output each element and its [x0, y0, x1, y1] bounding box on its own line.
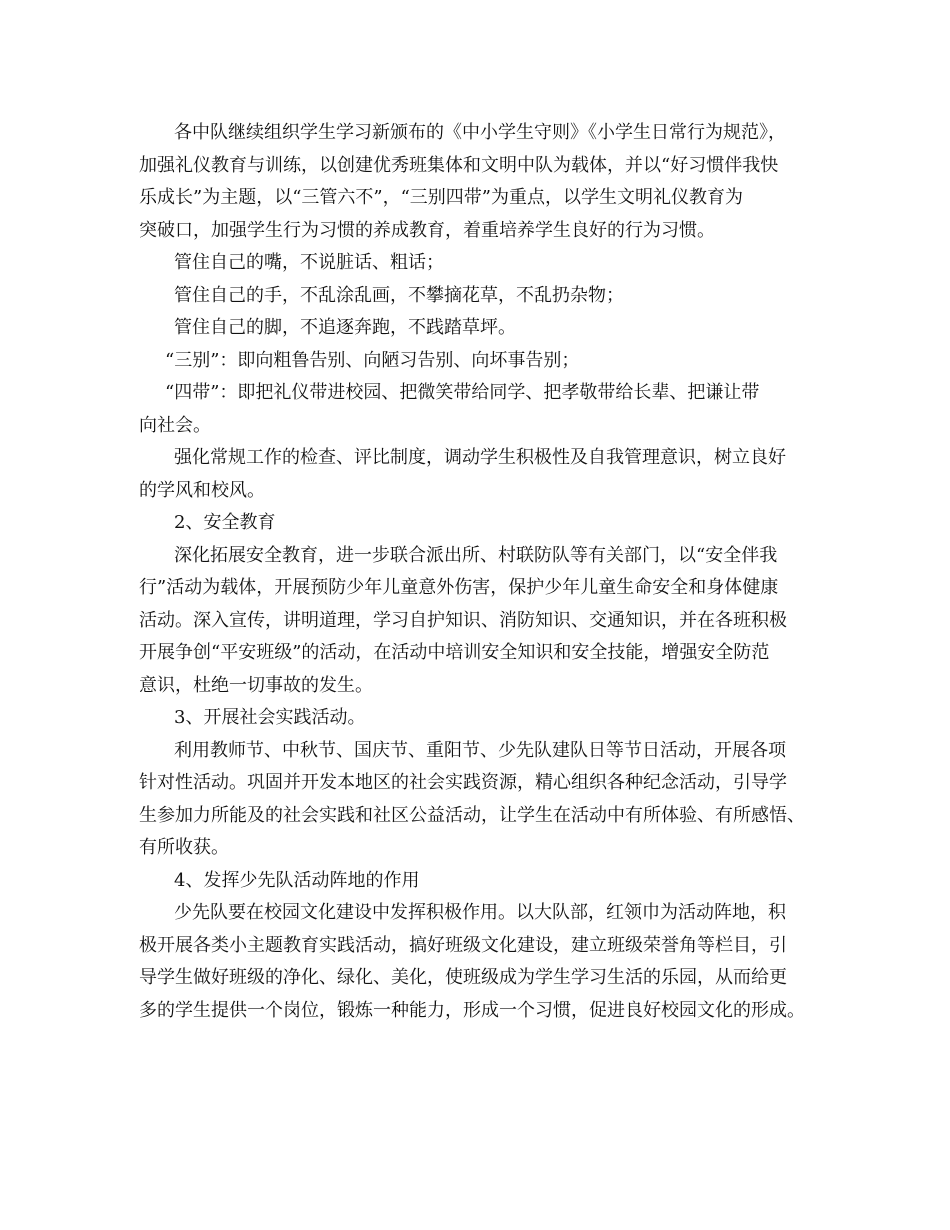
- paragraph-line: 向社会。: [139, 414, 211, 436]
- paragraph-line: 活动。深入宣传，讲明道理，学习自护知识、消防知识、交通知识，并在各班积极: [139, 609, 787, 631]
- paragraph-line: 突破口，加强学生行为习惯的养成教育，着重培养学生良好的行为习惯。: [139, 219, 715, 241]
- paragraph-line: “三别”：即向粗鲁告别、向陋习告别、向坏事告别；: [165, 349, 580, 371]
- section-heading: 3、开展社会实践活动。: [174, 707, 366, 728]
- document-body: [139, 117, 825, 1027]
- paragraph-line: 少先队要在校园文化建设中发挥积极作用。以大队部，红领巾为活动阵地，积: [174, 902, 786, 923]
- paragraph-line: 管住自己的嘴，不说脏话、粗话；: [174, 252, 444, 273]
- paragraph-line: 各中队继续组织学生学习新颁布的《中小学生守则》《小学生日常行为规范》，: [174, 122, 786, 143]
- paragraph-line: 意识，杜绝一切事故的发生。: [139, 674, 373, 696]
- paragraph-line: 生参加力所能及的社会实践和社区公益活动，让学生在活动中有所体验、有所感悟、: [139, 804, 805, 826]
- paragraph-line: 管住自己的手，不乱涂乱画，不攀摘花草，不乱扔杂物；: [174, 284, 624, 306]
- paragraph-line: 针对性活动。巩固并开发本地区的社会实践资源，精心组织各种纪念活动，引导学: [139, 772, 787, 793]
- section-heading: 2、安全教育: [174, 512, 276, 533]
- section-heading: 4、发挥少先队活动阵地的作用: [174, 869, 420, 891]
- paragraph-line: 极开展各类小主题教育实践活动，搞好班级文化建设，建立班级荣誉角等栏目，引: [139, 934, 787, 956]
- paragraph-line: 行”活动为载体，开展预防少年儿童意外伤害，保护少年儿童生命安全和身体健康: [139, 577, 779, 598]
- paragraph-line: 多的学生提供一个岗位，锻炼一种能力，形成一个习惯，促进良好校园文化的形成。: [139, 999, 805, 1021]
- paragraph-line: 的学风和校风。: [139, 479, 265, 501]
- paragraph-line: “四带”：即把礼仪带进校园、把微笑带给同学、把孝敬带给长辈、把谦让带: [165, 382, 760, 403]
- paragraph-line: 管住自己的脚，不追逐奔跑，不践踏草坪。: [174, 317, 516, 338]
- paragraph-line: 开展争创“平安班级”的活动，在活动中培训安全知识和安全技能，增强安全防范: [139, 642, 770, 663]
- paragraph-line: 利用教师节、中秋节、国庆节、重阳节、少先队建队日等节日活动，开展各项: [174, 739, 786, 761]
- paragraph-line: 加强礼仪教育与训练，以创建优秀班集体和文明中队为载体，并以“好习惯伴我快: [139, 154, 779, 176]
- paragraph-line: 深化拓展安全教育，进一步联合派出所、村联防队等有关部门，以“安全伴我: [174, 544, 778, 566]
- paragraph-line: 有所收获。: [139, 837, 229, 858]
- paragraph-line: 导学生做好班级的净化、绿化、美化，使班级成为学生学习生活的乐园，从而给更: [139, 967, 787, 988]
- paragraph-line: 乐成长”为主题，以“三管六不”，“三别四带”为重点，以学生文明礼仪教育为: [139, 187, 744, 208]
- paragraph-line: 强化常规工作的检查、评比制度，调动学生积极性及自我管理意识，树立良好: [174, 447, 786, 468]
